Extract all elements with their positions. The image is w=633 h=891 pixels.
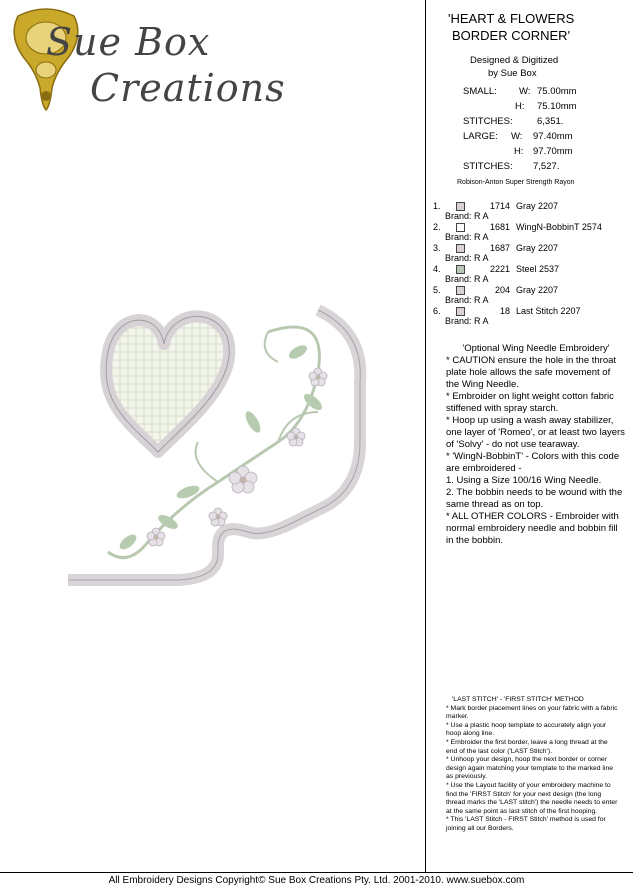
color-brand: Brand: R A bbox=[445, 253, 489, 263]
color-swatch-icon bbox=[456, 202, 465, 211]
color-name: Gray 2207 bbox=[516, 243, 559, 253]
note-item: * Embroider on light weight cotton fabric stiffened with spray starch. bbox=[446, 391, 614, 414]
method-item: * Unhoop your design, hoop the next border or corner design again matching your template to the marked line as previously. bbox=[446, 756, 613, 781]
color-code: 1687 bbox=[489, 243, 510, 253]
credit-line1: Designed & Digitized bbox=[470, 55, 559, 66]
color-code: 1714 bbox=[489, 201, 510, 211]
color-number: 2. bbox=[433, 222, 441, 232]
color-row bbox=[432, 306, 622, 327]
color-code: 204 bbox=[494, 285, 510, 295]
color-brand: Brand: R A bbox=[445, 316, 489, 326]
large-height: 97.70mm bbox=[533, 146, 573, 157]
color-name: Steel 2537 bbox=[516, 264, 560, 274]
color-swatch-icon bbox=[456, 265, 465, 274]
note-item: * ALL OTHER COLORS - Embroider with normal embroidery needle and bobbin fill in the bobbin. bbox=[446, 511, 619, 546]
method-item: * Mark border placement lines on your fabric with a fabric marker. bbox=[446, 704, 618, 721]
copyright-footer: All Embroidery Designs Copyright© Sue Box Creations Pty. Ltd. 2001-2010. www.suebox.com bbox=[108, 875, 525, 886]
color-number: 6. bbox=[433, 306, 441, 316]
color-row bbox=[432, 285, 622, 306]
note-item: 1. Using a Size 100/16 Wing Needle. bbox=[446, 475, 602, 486]
color-brand: Brand: R A bbox=[445, 274, 489, 284]
color-brand: Brand: R A bbox=[445, 232, 489, 242]
credit-line2: by Sue Box bbox=[488, 68, 537, 79]
footer-divider bbox=[0, 872, 633, 873]
logo bbox=[6, 6, 286, 116]
note-item: * 'WingN-BobbinT' - Colors with this code are embroidered - bbox=[446, 451, 620, 474]
color-row bbox=[432, 222, 622, 243]
logo-text-line1: Sue Box bbox=[46, 20, 211, 64]
logo-text-line2: Creations bbox=[90, 66, 286, 110]
design-title: 'HEART & FLOWERS BORDER CORNER' bbox=[448, 11, 575, 43]
note-item: * Hoop up using a wash away stabilizer, one layer of 'Romeo', or at least two layers of 'Solvy' - do not use tearaway. bbox=[446, 415, 625, 450]
small-w-label: W: bbox=[519, 86, 531, 97]
color-code: 2221 bbox=[489, 264, 510, 274]
color-brand: Brand: R A bbox=[445, 295, 489, 305]
last-stitch-method bbox=[446, 696, 618, 834]
color-swatch-icon bbox=[456, 307, 465, 316]
color-swatch-icon bbox=[456, 223, 465, 232]
large-width: 97.40mm bbox=[533, 131, 573, 142]
color-name: WingN-BobbinT 2574 bbox=[516, 222, 602, 232]
color-code: 1681 bbox=[489, 222, 510, 232]
color-code: 18 bbox=[499, 306, 510, 316]
color-name: Gray 2207 bbox=[516, 201, 559, 211]
small-stitches: 6,351. bbox=[537, 116, 564, 127]
small-label: SMALL: bbox=[463, 86, 497, 97]
large-w-label: W: bbox=[511, 131, 523, 142]
color-name: Last Stitch 2207 bbox=[516, 306, 581, 316]
color-name: Gray 2207 bbox=[516, 285, 559, 295]
note-item: 2. The bobbin needs to be wound with the same thread as on top. bbox=[446, 487, 623, 510]
method-item: * Embroider the first border, leave a long thread at the end of the last color ('LAST Stitch'). bbox=[446, 738, 608, 755]
color-row bbox=[432, 243, 622, 264]
small-h-label: H: bbox=[515, 101, 525, 112]
small-stitches-label: STITCHES: bbox=[463, 116, 513, 127]
large-label: LARGE: bbox=[463, 131, 498, 142]
large-h-label: H: bbox=[514, 146, 524, 157]
method-heading: 'LAST STITCH' - 'FIRST STITCH' METHOD bbox=[452, 696, 584, 703]
color-row bbox=[432, 201, 622, 222]
vertical-divider bbox=[425, 0, 426, 872]
embroidery-design-image bbox=[68, 292, 368, 588]
method-item: * Use a plastic hoop template to accurately align your hoop along line. bbox=[446, 721, 607, 738]
color-number: 3. bbox=[433, 243, 441, 253]
method-item: * Use the Layout facility of your embroidery machine to find the 'FIRST Stitch' for your next design (the long thread marks the 'LAST stitch') the needle needs to enter at the same point as last stitch of the first hooping. bbox=[446, 781, 618, 815]
color-number: 1. bbox=[433, 201, 441, 211]
small-height: 75.10mm bbox=[537, 101, 577, 112]
wing-needle-notes bbox=[446, 343, 626, 547]
large-stitches-label: STITCHES: bbox=[463, 161, 513, 172]
color-number: 5. bbox=[433, 285, 441, 295]
color-row bbox=[432, 264, 622, 285]
color-swatch-icon bbox=[456, 244, 465, 253]
note-item: * CAUTION ensure the hole in the throat plate hole allows the safe movement of the Wing Needle. bbox=[446, 355, 617, 390]
color-number: 4. bbox=[433, 264, 441, 274]
method-item: * This 'LAST Stitch - FIRST Stitch' method is used for joining all our Borders. bbox=[446, 816, 606, 832]
large-stitches: 7,527. bbox=[533, 161, 560, 172]
thread-brand: Robison-Anton Super Strength Rayon bbox=[457, 179, 575, 186]
color-swatch-icon bbox=[456, 286, 465, 295]
notes-heading: 'Optional Wing Needle Embroidery' bbox=[462, 343, 610, 354]
color-brand: Brand: R A bbox=[445, 211, 489, 221]
small-width: 75.00mm bbox=[537, 86, 577, 97]
color-list bbox=[432, 201, 622, 327]
